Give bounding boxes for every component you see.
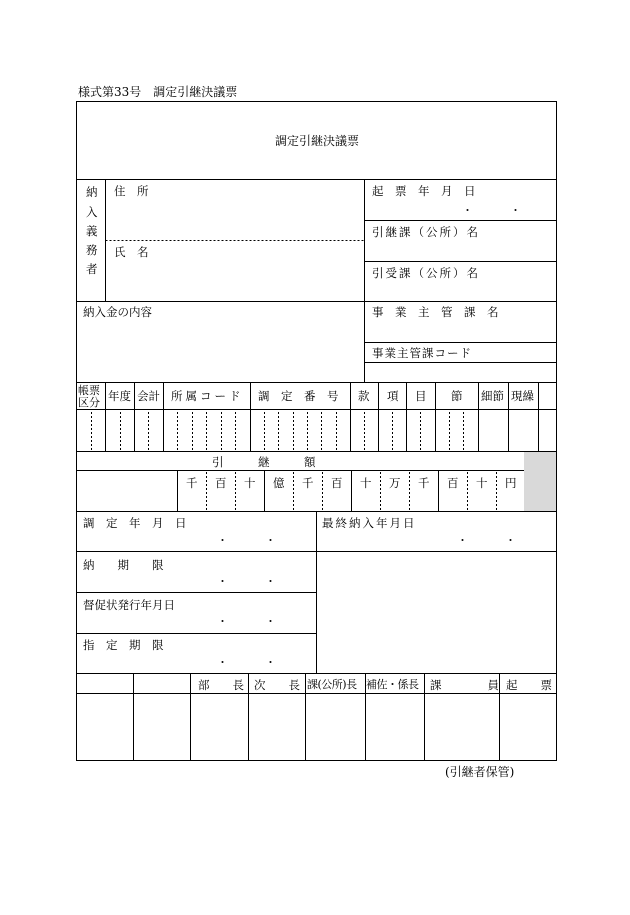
- approval-header-section-chief: 課(公所)長: [307, 678, 357, 691]
- account-header: 会計: [137, 389, 160, 403]
- date-sep: ・: [265, 656, 276, 669]
- moku-header: 目: [415, 389, 427, 403]
- draft-date-sep-1: ・: [462, 204, 473, 217]
- business-section-label: 事 業 主 管 課 名: [372, 305, 499, 319]
- date-sep: ・: [265, 575, 276, 588]
- genkuri-header: 現繰: [511, 389, 534, 403]
- saisetsu-header: 細節: [481, 389, 504, 403]
- voucher-type-header-1: 帳票: [78, 384, 100, 397]
- payer-label-5: 者: [86, 262, 98, 276]
- date-sep: ・: [217, 615, 228, 628]
- due-date-label: 納 期 限: [83, 558, 164, 572]
- reminder-date-label: 督促状発行年月日: [83, 598, 175, 612]
- date-sep: ・: [217, 575, 228, 588]
- amount-unit: 十: [244, 476, 256, 490]
- handover-section-label: 引継課（公所）名: [372, 225, 480, 239]
- amount-unit: 百: [215, 476, 227, 490]
- amount-unit: 億: [273, 476, 285, 490]
- name-label: 氏 名: [114, 245, 149, 259]
- amount-unit: 万: [389, 476, 401, 490]
- payment-content-label: 納入金の内容: [83, 305, 152, 319]
- amount-unit: 百: [447, 476, 459, 490]
- adjustment-number-header: 調 定 番 号: [258, 389, 339, 403]
- amount-unit: 千: [186, 476, 198, 490]
- date-sep: ・: [217, 656, 228, 669]
- designated-date-label: 指 定 期 限: [83, 638, 164, 652]
- adjustment-date-label: 調 定 年 月 日: [83, 516, 187, 530]
- business-code-label: 事業主管課コード: [372, 346, 472, 360]
- approval-header-assistant: 補佐・係長: [366, 678, 419, 691]
- payer-label-2: 入: [86, 205, 98, 219]
- dept-code-header: 所属コード: [171, 389, 244, 403]
- fiscal-year-header: 年度: [108, 389, 131, 403]
- date-sep: ・: [217, 534, 228, 547]
- draft-date-label: 起 票 年 月 日: [372, 184, 476, 198]
- amount-unit: 十: [476, 476, 488, 490]
- amount-unit: 円: [505, 476, 517, 490]
- amount-unit: 千: [302, 476, 314, 490]
- date-sep: ・: [265, 534, 276, 547]
- setsu-header: 節: [451, 389, 463, 403]
- approval-header-director: 部 長: [198, 678, 244, 692]
- address-label: 住 所: [114, 184, 149, 198]
- amount-header: 引 継 額: [212, 455, 316, 469]
- payer-label-3: 義: [86, 224, 98, 238]
- amount-unit: 千: [418, 476, 430, 490]
- voucher-type-header-2: 区分: [78, 396, 100, 409]
- receiving-section-label: 引受課（公所）名: [372, 266, 480, 280]
- footer-note: (引継者保管): [445, 765, 515, 779]
- final-payment-date-label: 最終納入年月日: [322, 516, 417, 530]
- kou-header: 項: [387, 389, 399, 403]
- amount-unit: 百: [331, 476, 343, 490]
- payer-label-4: 務: [86, 243, 98, 257]
- amount-shaded-cell: [524, 452, 556, 511]
- form-title: 調定引継決議票: [275, 134, 360, 148]
- kan-header: 款: [358, 389, 370, 403]
- date-sep: ・: [457, 534, 468, 547]
- payer-label-1: 納: [86, 185, 98, 199]
- approval-header-drafter: 起 票: [506, 678, 552, 692]
- amount-unit: 十: [360, 476, 372, 490]
- approval-header-staff: 課 員: [430, 678, 499, 692]
- approval-header-deputy: 次 長: [254, 678, 300, 692]
- date-sep: ・: [505, 534, 516, 547]
- form-number-label: 様式第33号 調定引継決議票: [78, 85, 238, 99]
- draft-date-sep-2: ・: [510, 204, 521, 217]
- date-sep: ・: [265, 615, 276, 628]
